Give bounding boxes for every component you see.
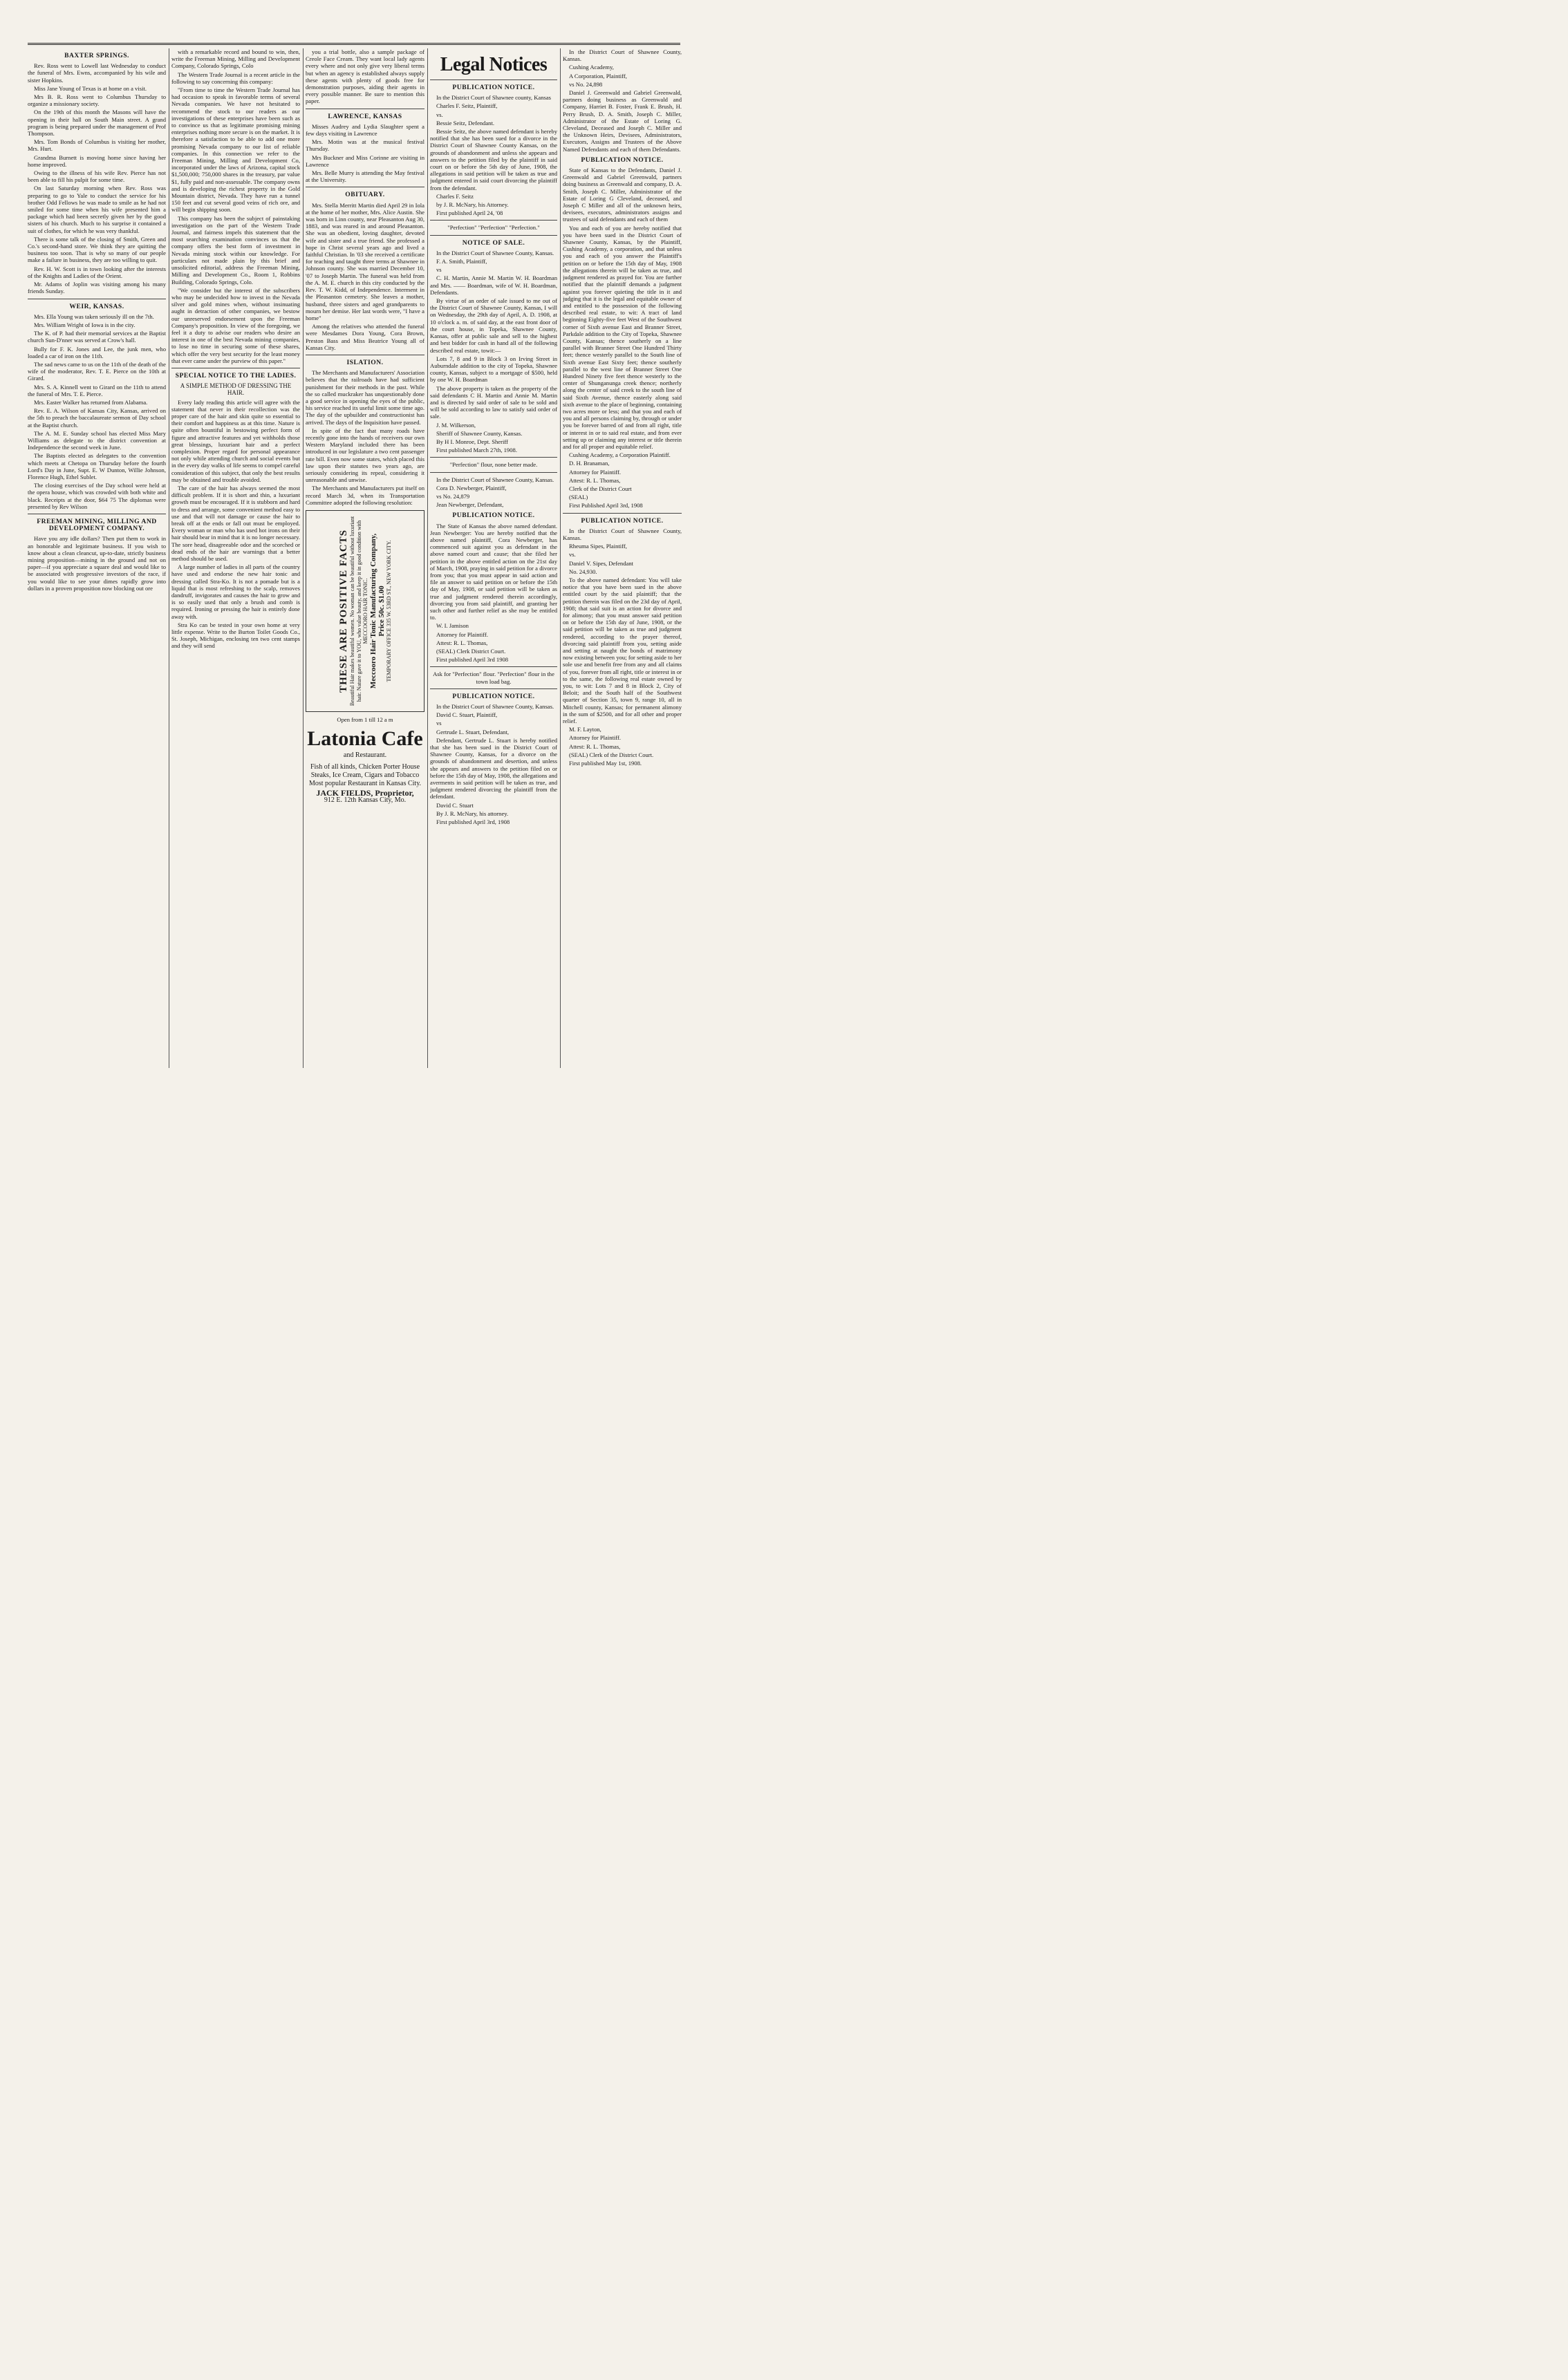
paragraph: with a remarkable record and bound to win, then, write the Freeman Mining, Milling and Development Company, Colorado Springs, Colo	[171, 48, 300, 70]
sale-heading: NOTICE OF SALE.	[462, 238, 525, 247]
newspaper-page	[0, 0, 708, 1075]
latonia-hours: Open from 1 till 12 a m	[337, 715, 393, 723]
paragraph: Bessie Seitz, the above named defendant is hereby notified that she has been sued for a divorce in the District Court of Shawnee County Kansas, on the grounds of abandonment and unless she appears and answers to the petition filed by the plaintiff in said court on or before the 5th day of June, 1908, the allegations in said petition will be taken as true and judgment entered in said court divorcing the plaintiff from the defendant.	[430, 128, 557, 191]
paragraph: Attest: R. L. Thomas,	[569, 476, 621, 484]
paragraph: The Baptists elected as delegates to the convention which meets at Chetopa on Thursday before the fourth Lord's Day in June, Supt. E. W Dunton, Willie Johnson, Florence Hugh, Ethel Sublet.	[28, 452, 166, 480]
paragraph: The Western Trade Journal is a recent article in the following to say concerning this company:	[171, 71, 300, 85]
column-3	[306, 48, 424, 1068]
paragraph: First published April 24, '08	[436, 209, 503, 217]
paragraph: The Merchants and Manufacturers put itself on record March 3d, when its Transportation Committee adopted the following resolution:	[306, 485, 424, 506]
divider	[430, 235, 557, 236]
paragraph: No. 24,930.	[569, 568, 597, 575]
paragraph: State of Kansas to the Defendants, Daniel J. Greenwald and Gabriel Greenwald, partners doing business as Greenwald and company, D. A. Smith, Joseph C. Miller, Administrator of the Estate of Loring G Cleveland, deceased, and Joseph C Miller and all of the unknown heirs, devisees, executors, administrators assigns and trustees of said defendants and each of them	[563, 167, 682, 223]
paragraph: Defendant, Gertrude L. Stuart is hereby notified that she has been sued in the District Court of Shawnee County, Kansas, for a divorce on the grounds of abandonment and desertion, and unless she appears and answers to the petition filed on or before the 15th day of May, 1908, the allegations and averments in said petition will be taken as true, and judgment rendered divorcing the plaintiff from the defendant.	[430, 736, 557, 800]
paragraph: First published May 1st, 1908.	[569, 760, 642, 767]
paragraph: Charles F. Seitz	[436, 192, 474, 200]
paragraph: To the above named defendant: You will take notice that you have been sued in the above entitled court by the said plaintiff; that the petition therein was filed on the 23d day of April, 1908; that said suit is an action for divorce and for alimony; that you must answer said petition on or before the 15th day of June, 1908, or the said petition will be taken as true and judgment rendered, according to the prayer thereof, divorcing said plaintiff from you, setting aside and setting at naught the bonds of matrimony now existing between you; for setting aside to her sole use and benefit free from any and all claims of you, forever from all right, title or interest in or to the same, the following real estate owned by you, to wit: Lots 7 and 8 in Block 2, City of Beloit; and the South half of the Southwest quarter of Section 35, town 9, range 10, all in Mitchell county, Kansas; for permanent alimony in the sum of $2500, and for all other and proper relief.	[563, 577, 682, 725]
paragraph: In the District Court of Shawnee County, Kansas.	[563, 527, 682, 541]
paragraph: The K. of P. had their memorial services at the Baptist church Sun-D'nner was served at Crow's hall.	[28, 330, 166, 344]
paragraph: Every lady reading this article will agree with the statement that never in their recollection was the proper care of the hair and skin quite so essential to their comfort and happiness as at this time. Nature is quite often bountiful in bestowing perfect form of figure and attractive features and yet withholds those great blessings, luxuriant hair and a perfect complexion. Proper regard for personal appearance not only while attending church and social events but in the every day walks of life seems to compel careful consideration of this subject, that only the best results may be obtained and trouble avoided.	[171, 398, 300, 483]
baxter-heading: BAXTER SPRINGS.	[64, 52, 129, 59]
paragraph: vs.	[436, 111, 443, 118]
paragraph: The Merchants and Manufacturers' Association believes that the railroads have had sufficient punishment for their methods in the past. While the so called muckraker has unquestionably done a good service in opening the eyes of the public, his service reached its useful limit some time ago. The day of the upbuilder and constructionist has arrived. The days of the Inquisition have passed.	[306, 369, 424, 426]
paragraph: The State of Kansas the above named defendant. Jean Newberger: You are hereby notified that the above named plaintiff, Cora Newberger, has commenced suit against you as defendant in the above named court and cause; that she filed her petition in the above entitled action on the 21st day of March, 1908, praying in said petition for a divorce from you; that you must appear in said action and file an answer to said petition on or before the 15th day of May, 1908, or said petition will be taken as true and judgment rendered therein accordingly, divorcing you from said plaintiff, and granting her such other and further relief as she may be entitled to.	[430, 522, 557, 621]
paragraph: David C. Stuart, Plaintiff,	[436, 711, 498, 719]
paragraph: Rev. Ross went to Lowell last Wednesday to conduct the funeral of Mrs. Ewns, accompanied by his wile and sister Hopkins.	[28, 62, 166, 84]
paragraph: Mr. Adams of Joplin was visiting among his many friends Sunday.	[28, 281, 166, 295]
paragraph: Attorney for Plaintiff.	[569, 734, 622, 742]
lawrence-heading: LAWRENCE, KANSAS	[328, 112, 402, 120]
special-heading: SPECIAL NOTICE TO THE LADIES.	[175, 371, 297, 380]
paragraph: In spite of the fact that many roads have recently gone into the hands of receivers our own Western Maryland included there has been introduced in our legislature a two cent passenger rate bill. Even now some states, which placed this law upon their statutes two years ago, are seriously considering its repeal, considering it unreasonable and unwise.	[306, 427, 424, 484]
paragraph: Lots 7, 8 and 9 in Block 3 on Irving Street in Auburndale addition to the city of Topeka, Shawnee county, Kansas, subject to a mortgage of $500, held by one W. H. Boardman	[430, 355, 557, 384]
paragraph: On last Saturday morning when Rev. Ross was preparing to go to Yale to conduct the service for his brother Odd Fellows he was made to smile as he had not smiled for some time when his wife presented him a package which had been secretly given her by the good sisters of his church. Much to his surprise it contained a suit of clothes, for which he was very thankful.	[28, 185, 166, 234]
hair-tonic-ad	[306, 510, 424, 712]
paragraph: Rheuma Sipes, Plaintiff,	[569, 543, 627, 550]
freeman-intro: Have you any idle dollars? Then put them to work in an honorable and legitimate business. If you wish to know about a clean cleancut, up-to-date, strictly business mining proposition—mining in the ground and not on paper—if you appreciate a square deal and would like to be associated with progressive investors of the race, if you would like to see your dimes rapidly grow into dollars in a proven proposition now blocking out ore	[28, 535, 166, 592]
paragraph: vs	[436, 266, 442, 274]
paragraph: vs No. 24,898	[569, 80, 603, 88]
paragraph: There is some talk of the closing of Smith, Green and Co.'s second-hand store. We think they are quitting the business too soon. That is why so many of our people make a failure in business, they are too willing to quit.	[28, 235, 166, 264]
paragraph: This company has been the subject of painstaking investigation on the part of the Western Trade Journal, and fairness impels this statement that the most searching examination convinces us that the company offers the best form of investment in Nevada mining stock within our knowledge. For particulars not made plain by this brief and unsolicited editorial, address the Freeman Mining, Milling and Development Co., Room 1, Robbins Building, Colorado Springs, Colo.	[171, 214, 300, 285]
paragraph: David C. Stuart	[436, 801, 474, 809]
divider	[430, 220, 557, 221]
ad-headline: THESE ARE POSITIVE FACTS	[338, 530, 349, 693]
perfection-ad: "Perfection" "Perfection" "Perfection."	[447, 224, 540, 232]
paragraph: D. H. Branaman,	[569, 460, 610, 467]
paragraph: F. A. Smith, Plaintiff,	[436, 258, 487, 265]
paragraph: Gertrude L. Stuart, Defendant,	[436, 728, 509, 735]
paragraph: You and each of you are hereby notified that you have been sued in the District Court of Shawnee County, Kansas, by the Plaintiff, Cushing Academy, a corporation, and that unless you and each of you answer the Plaintiff's petition on or before the 15th day of May, 1908 the allegations therein will be taken as true, and judgment rendered as prayed for. You are further notified that the plaintiff demands a judgment against you forever quieting the title in it and judging that it is the legal and equitable owner of and entitled to the possession of the following described real estate, to wit: A tract of land beginning Eighty-five feet West of the Southwest corner of Sixth avenue East and Branner Street, Parkdale addition to the City of Topeka, Shawnee County, Kansas; thence southerly on a line parallel with Branner Street One Hundred Thirty feet; thence westerly parallel to the South line of Sixth avenue East Sixty feet; thence southerly parallel to the west line of Branner Street One Hundred Ninety five feet thence westerly to the center of Shunganunga creek thence; northerly along the center of said creek to the south line of said Sixth Avenue, thence easterly along said sixth avenue to the place of beginning, containing two acres more or less; and that you and each of you and all persons claiming by, through or under you be forever barred of and from all right, title or interest in or to said real estate, and from ever setting up or claiming any interest or title therein and for all proper and equitable relief.	[563, 224, 682, 450]
paragraph: The A. M. E. Sunday school has elected Miss Mary Williams as delegate to the district convention at Independence the second week in June.	[28, 429, 166, 451]
sipes-items	[563, 527, 682, 767]
paragraph: Attorney for Plaintiff.	[436, 630, 489, 638]
pub3-heading: PUBLICATION NOTICE.	[452, 692, 535, 700]
paragraph: Mrs. William Wright of Iowa is in the city.	[34, 321, 136, 328]
pub3-items	[430, 703, 557, 825]
paragraph: By virtue of an order of sale issued to me out of the District Court of Shawnee County, Kansas, I will on Wednesday, the 29th day of April, A. D. 1908, at 10 o'clock a. m. of said day, at the east front door of the court house, in Topeka, Shawnee County, Kansas, offer at public sale and sell to the highest and best bidder for cash in hand all of the following described real estate, towit:—	[430, 297, 557, 354]
paragraph: In the District Court of Shawnee County, Kansas.	[563, 48, 682, 63]
paragraph: Owing to the illness of his wife Rev. Pierce has not been able to fill his pulpit for some time.	[28, 169, 166, 184]
sale-items	[430, 250, 557, 453]
paragraph: Attorney for Plaintiff.	[569, 468, 622, 476]
paragraph: Miss Jane Young of Texas is at home on a visit.	[34, 84, 147, 92]
paragraph: Mrs. S. A. Kinnell went to Girard on the 11th to attend the funeral of Mrs. T. E. Pierce.	[28, 383, 166, 397]
paragraph: In the District Court of Shawnee County, Kansas.	[436, 249, 554, 256]
paragraph: Attest: R. L. Thomas,	[569, 742, 621, 750]
perfection-ad-2: "Perfection" flour, none better made.	[449, 461, 538, 469]
ad-body: Beautiful Hair makes beautiful women. No woman can be beautiful without luxuriant hair. Nature gave it to YOU, who value beauty, and keep it in good condition with MECCOORO HAIR TONIC.	[349, 516, 368, 706]
baxter-items	[28, 62, 166, 294]
lawrence-items	[306, 123, 424, 184]
obituary-items	[306, 202, 424, 351]
paragraph: vs	[436, 720, 442, 727]
pub1-heading: PUBLICATION NOTICE.	[452, 84, 535, 91]
special-items	[171, 399, 300, 650]
paragraph: By H I. Monroe, Dept. Sheriff	[436, 438, 508, 445]
latonia-sub: and Restaurant.	[343, 751, 387, 760]
paragraph: In the District Court of Shawnee county, Kansas	[436, 94, 552, 102]
paragraph: M. F. Layton,	[569, 726, 601, 733]
freeman-continued	[171, 48, 300, 364]
paragraph: The above property is taken as the property of the said defendants C H. Martin and Annie M. Martin and is directed by said order of sale to be sold and will be sold according to law to satisfy said order of sale.	[430, 384, 557, 420]
latonia-body: Fish of all kinds, Chicken Porter House Steaks, Ice Cream, Cigars and Tobacco Most popular Restaurant in Kansas City.	[308, 763, 422, 788]
paragraph: Sheriff of Shawnee County, Kansas.	[436, 429, 523, 437]
paragraph: A Corporation, Plaintiff,	[569, 72, 627, 79]
paragraph: Daniel J. Greenwald and Gabriel Greenwald, partners doing business as Greenwald and Company, Harriet B. Foster, Frank E. Brush, H. Perry Brush, D. A. Smith, Joseph C. Miller, Administrator of the Estate of Loring G. Cleveland, Deceased and Joseph C. Miller and the Unknown Heirs, Devisees, Administrators, Executors, Assigns and Trustees of the Above Named Defendants and each of them Defendants.	[563, 89, 682, 153]
pub1-items	[430, 94, 557, 216]
paragraph: By J. R. McNary, his attorney.	[436, 809, 509, 817]
legal-notices-title: Legal Notices	[440, 54, 548, 75]
paragraph: "We consider but the interest of the subscribers who may be undecided how to invest in the Nevada silver and gold mines when, without insinuating aught in detraction of other companies, we bestow our unreserved endorsement upon the Freeman Company's proposition. In view of the foregoing, we feel it a duty to advise our readers who desire an interest in one of the best Nevada mining companies, to lose no time in securing some of these shares, which offer the very best security for the least money that ever came under the purview of this paper."	[171, 286, 300, 364]
paragraph: (SEAL) Clerk of the District Court.	[569, 751, 654, 758]
paragraph: Rev. H. W. Scott is in town looking after the interests of the Knights and Ladies of the Orient.	[28, 265, 166, 279]
column-1	[28, 48, 166, 1068]
weir-items	[28, 313, 166, 510]
column-rule	[303, 48, 304, 1068]
special-subheading: A SIMPLE METHOD OF DRESSING THE HAIR.	[180, 382, 292, 397]
ad-price: Price 50c. $1.00	[377, 585, 386, 637]
paragraph: Mrs Buckner and Miss Corinne are visiting in Lawrence	[306, 153, 424, 168]
paragraph: Mrs. Easter Walker has returned from Alabama.	[34, 398, 148, 406]
divider	[430, 688, 557, 689]
paragraph: Mrs. Stella Merritt Martin died April 29 in Iola at the home of her mother, Mrs. Alice Austin. She was born in Linn county, near Pleasanton Aug 30, 1883, and was reared in and around Pleasanton. She was an obedient, loving daughter, devoted wife and sister and a true friend. She professed a hope in Christ several years ago and lived a faithful Christian. In '03 she received a certificate for teaching and taught three terms at Shawnee in Johnson county. She was married December 10, '07 to Joseph Martin. The funeral was held from the A. M. E. church in this city conducted by the Rev. T. W. Kidd, of Independence. Interment in the Pleasanton cemetery. She leaves a mother, husband, three sisters and aged grandparents to mourn her demise. Her last words were, "I have a home"	[306, 201, 424, 321]
paragraph: Mrs. Belle Murry is attending the May festival at the University.	[306, 169, 424, 184]
latonia-address: 912 E. 12th Kansas City, Mo.	[324, 796, 407, 804]
column-4	[430, 48, 557, 1068]
paragraph: A large number of ladies in all parts of the country have used and endorse the new hair tonic and dressing called Stra-Ko. It is not a pomade but is a liquid that is most refreshing to the scalp, removes dandruff, invigorates and causes the hair to grow and is so easily used that only a brush and comb is required. Ironing or pressing the hair is entirely done away with.	[171, 563, 300, 620]
divider	[430, 457, 557, 458]
paragraph: Rev. E. A. Wilson of Kansas City, Kansas, arrived on the 5th to preach the baccalaureate sermon of Day school at the Baptist church.	[28, 407, 166, 429]
paragraph: The sad news came to us on the 11th of the death of the wife of the moderator, Rev. T. E. Pierce on the 10th at Girard.	[28, 360, 166, 382]
paragraph: Mrs. Ella Young was taken seriously ill on the 7th.	[34, 312, 154, 320]
divider	[563, 513, 682, 514]
freeman-heading: FREEMAN MINING, MILLING AND DEVELOPMENT COMPANY.	[37, 517, 157, 533]
paragraph: Attest: R. L. Thomas,	[436, 639, 488, 646]
paragraph: J. M. Wilkerson,	[436, 421, 476, 429]
divider	[430, 472, 557, 473]
paragraph: "From time to time the Western Trade Journal has had occasion to speak in favorable terms of several Nevada companies. We have not hesitated to recommend the stock to our readers as our investigations of these enterprises have been such as to convince us that as legitimate promising mining enterprises nothing more secure is on the market. It is therefore a satisfaction to be able to add one more promising Nevada company to our list of reliable companies. In this connection we refer to the Freeman Mining, Milling and Development Co, incorporated under the laws of Arizona, capital stock $1,500,000; 750,000 shares in the treasury, par value $1, fully paid and non-assessable. The company owns and is developing the richest property in the Gold Mountain district, Nevada. They have run a tunnel 150 feet and cut several good veins of rich ore, and will begin shipping soon.	[171, 86, 300, 214]
ad-brand: Meccooro Hair Tonic Manufacturing Company,	[368, 533, 377, 689]
paragraph: W. I. Jamison	[436, 622, 469, 630]
paragraph: The closing exercises of the Day school were held at the opera house, which was crowded with both white and black. Receipts at the door, $64 75 The diplomas were presented by Rev Wilson	[28, 482, 166, 510]
paragraph: C. H. Martin, Annie M. Martin W. H. Boardman and Mrs. —— Boardman, wife of W. H. Boardman, Defendants.	[430, 274, 557, 296]
paragraph: In the District Court of Shawnee County, Kansas.	[436, 703, 554, 711]
obituary-heading: OBITUARY.	[345, 191, 385, 199]
paragraph: In the District Court of Shawnee County, Kansas.	[436, 476, 554, 483]
column-2	[171, 48, 300, 1068]
paragraph: Cushing Academy,	[569, 64, 614, 71]
paragraph: Misses Audrey and Lydia Slaughter spent a few days visiting in Lawrence	[306, 122, 424, 138]
paragraph: Clerk of the District Court	[569, 485, 632, 492]
paragraph: by J. R. McNary, his Attorney.	[436, 201, 509, 209]
paragraph: First published March 27th, 1908.	[436, 447, 517, 454]
cushing-caption	[563, 48, 682, 153]
paragraph: Mrs. Motin was at the musical festival Thursday.	[306, 138, 424, 153]
paragraph: First published April 3rd 1908	[436, 656, 509, 664]
sipes-heading: PUBLICATION NOTICE.	[581, 516, 664, 525]
paragraph: Bessie Seitz, Defendant.	[436, 119, 495, 127]
pub2-caption	[430, 476, 557, 509]
paragraph: Charles F. Seitz, Plaintiff,	[436, 102, 498, 110]
paragraph: Jean Newberger, Defendant,	[436, 501, 504, 509]
isolation-heading: ISLATION.	[346, 358, 384, 366]
column-rule	[427, 48, 428, 1068]
pub2-heading: PUBLICATION NOTICE.	[452, 512, 535, 520]
paragraph: Daniel V. Sipes, Defendant	[569, 559, 634, 567]
paragraph: Grandma Burnett is moving home since having her home improved.	[28, 153, 166, 168]
cushing-heading: PUBLICATION NOTICE.	[581, 156, 664, 164]
column-rule	[560, 48, 561, 1068]
paragraph: Among the relatives who attended the funeral were Mesdames Dora Young, Cora Brown, Preston Bass and Miss Beatrice Young all of Kansas City.	[306, 323, 424, 351]
paragraph: Cushing Academy, a Corporation Plaintiff.	[569, 451, 671, 459]
latonia-proprietor: JACK FIELDS, Proprietor,	[316, 788, 414, 798]
paragraph: (SEAL)	[569, 494, 588, 501]
paragraph: vs.	[569, 551, 576, 559]
paragraph: Cora D. Newberger, Plaintiff,	[436, 484, 507, 491]
stra-ko-continued: you a trial bottle, also a sample package of Creole Face Cream. They want local lady agents every where and not only give very liberal terms but when an agency is established always supply these agents with plenty of goods free for demonstration purposes, aiding their agents in every possible manner. Be sure to mention this paper.	[306, 48, 424, 105]
paragraph: First published April 3rd, 1908	[436, 818, 510, 826]
ad-address: TEMPORARY OFFICE 335 W. 53RD ST., NEW YORK CITY.	[385, 540, 392, 682]
hair-tonic-ad-text	[338, 511, 392, 711]
paragraph: On the 19th of this month the Masons will have the opening in their hall on South Main street. A grand program is being prepared under the management of Prof Thompson.	[28, 109, 166, 138]
paragraph: Mrs B. R. Ross went to Columbus Thursday to organize a missionary society.	[28, 93, 166, 108]
column-5	[563, 48, 682, 1068]
paragraph: First Published April 3rd, 1908	[569, 502, 643, 509]
paragraph: Bully for F. K. Jones and Lee, the junk men, who loaded a car of iron on the 11th.	[28, 345, 166, 359]
weir-heading: WEIR, KANSAS.	[69, 302, 124, 310]
divider	[430, 666, 557, 667]
top-rule	[28, 43, 680, 45]
cushing-items	[563, 167, 682, 509]
paragraph: The care of the hair has always seemed the most difficult problem. If it is short and thin, a luxuriant growth must be encouraged. If it is stubborn and hard to dress and arrange, some convenient method easy to use and that will not damage or cause the hair to break off at the ends or fall out must be employed. Every woman or man who has used hot irons on their hair should bear in mind that it is no longer necessary. The sore head, disagreeable odor and the scorched or dead ends of the hair are warnings that a better method should be used.	[171, 484, 300, 563]
pub2-items	[430, 523, 557, 664]
ask-perfection: Ask for "Perfection" flour. "Perfection" flour in the town load bag.	[433, 671, 554, 685]
paragraph: vs No. 24,879	[436, 492, 470, 500]
isolation-items	[306, 369, 424, 506]
paragraph: Stra Ko can be tested in your own home at very little expense. Write to the Burton Toilet Goods Co., St. Joseph, Michigan, enclosing ten two cent stamps and they will send	[171, 621, 300, 650]
paragraph: Mrs. Tom Bonds of Columbus is visiting her mother, Mrs. Hurt.	[28, 138, 166, 153]
paragraph: (SEAL) Clerk District Court.	[436, 648, 506, 655]
latonia-name: Latonia Cafe	[307, 727, 423, 751]
divider	[430, 79, 557, 80]
